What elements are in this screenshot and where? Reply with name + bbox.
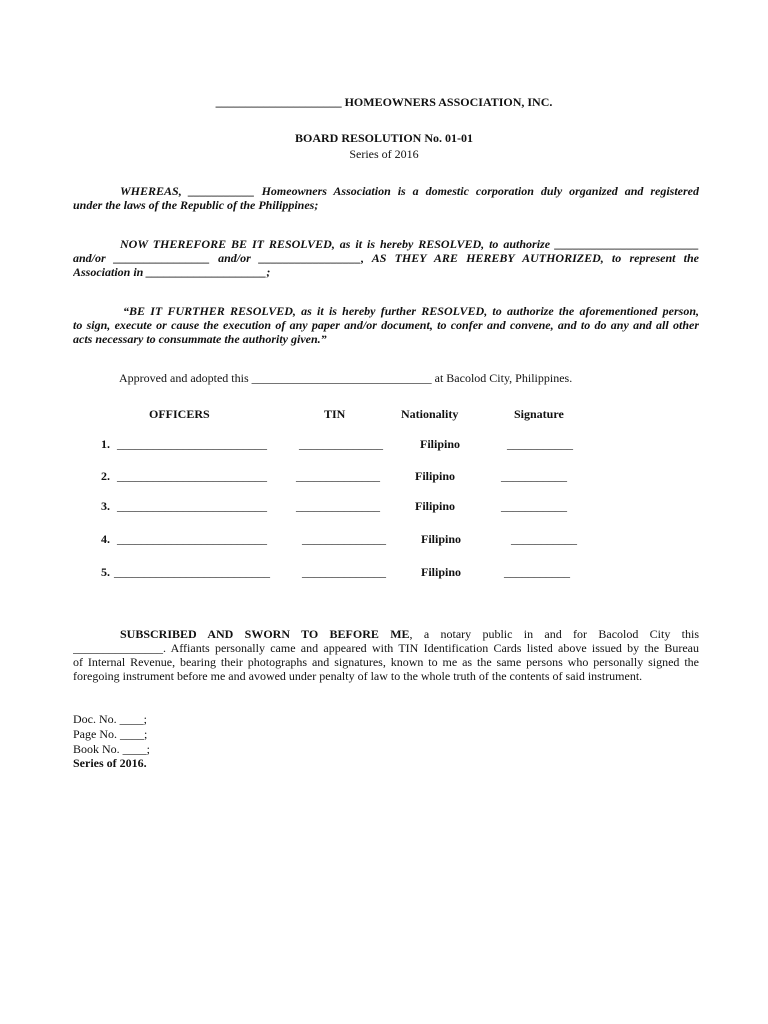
- officer-tin-blank: ______________: [296, 469, 380, 483]
- further-resolved-line: “BE IT FURTHER RESOLVED, as it is hereby further RESOLVED, to authorize the aforementioned person,: [123, 304, 699, 318]
- officers-header: OFFICERS: [149, 407, 210, 421]
- whereas-line: under the laws of the Republic of the Philippines;: [73, 198, 319, 212]
- officer-nationality: Filipino: [420, 437, 461, 451]
- further-resolved-line: acts necessary to consummate the authority given.”: [73, 332, 327, 346]
- sworn-line: [73, 627, 699, 641]
- association-name-blank: _____________________: [215, 95, 342, 109]
- sworn-line: _______________. Affiants personally came and appeared with TIN Identification Cards listed above issued by the Bureau: [73, 641, 699, 655]
- officer-name-blank: _________________________: [117, 499, 267, 513]
- tin-header: TIN: [324, 407, 346, 421]
- sworn-lead: SUBSCRIBED AND SWORN TO BEFORE ME: [120, 627, 410, 641]
- officer-tin-blank: ______________: [302, 532, 386, 546]
- officer-tin-blank: ______________: [296, 499, 380, 513]
- officer-nationality: Filipino: [421, 532, 462, 546]
- officer-signature-blank: ___________: [504, 565, 570, 579]
- association-suffix: HOMEOWNERS ASSOCIATION, INC.: [341, 95, 553, 109]
- officer-tin-blank: ______________: [299, 437, 383, 451]
- officer-nationality: Filipino: [415, 469, 456, 483]
- officer-name-blank: _________________________: [117, 437, 267, 451]
- now-therefore-line: Association in ____________________;: [73, 265, 271, 279]
- now-therefore-paragraph: [73, 237, 699, 279]
- officer-name-blank: __________________________: [114, 565, 270, 579]
- officer-row-number: 1.: [101, 437, 110, 451]
- nationality-header: Nationality: [401, 407, 459, 421]
- further-resolved-paragraph: [73, 304, 699, 346]
- officer-name-blank: _________________________: [117, 469, 267, 483]
- officer-row-number: 2.: [101, 469, 110, 483]
- officer-signature-blank: ___________: [507, 437, 573, 451]
- resolution-title: BOARD RESOLUTION No. 01-01: [294, 131, 474, 145]
- approved-line: Approved and adopted this ______________________________ at Bacolod City, Philippines.: [119, 371, 573, 385]
- book-no-line: Book No. ____;: [73, 742, 151, 756]
- whereas-line: WHEREAS, ___________ Homeowners Association is a domestic corporation duly organized and registered: [120, 184, 699, 198]
- officer-signature-blank: ___________: [501, 469, 567, 483]
- association-heading: [0, 95, 768, 109]
- now-therefore-line: NOW THEREFORE BE IT RESOLVED, as it is hereby RESOLVED, to authorize ________________________: [120, 237, 699, 251]
- officer-row-number: 5.: [101, 565, 110, 579]
- officer-name-blank: _________________________: [117, 532, 267, 546]
- sworn-line-rest: , a notary public in and for Bacolod City this: [409, 627, 699, 641]
- series-line: Series of 2016: [349, 147, 419, 161]
- officer-signature-blank: ___________: [511, 532, 577, 546]
- officer-signature-blank: ___________: [501, 499, 567, 513]
- sworn-line: of Internal Revenue, bearing their photographs and signatures, known to me as the same persons who personally signed the: [73, 655, 699, 669]
- page-no-line: Page No. ____;: [73, 727, 148, 741]
- officer-tin-blank: ______________: [302, 565, 386, 579]
- officer-row-number: 3.: [101, 499, 110, 513]
- officer-nationality: Filipino: [421, 565, 462, 579]
- doc-no-line: Doc. No. ____;: [73, 712, 147, 726]
- further-resolved-line: to sign, execute or cause the execution of any paper and/or document, to confer and convene, and to do any and all other: [73, 318, 699, 332]
- now-therefore-line: and/or ________________ and/or _________________, AS THEY ARE HEREBY AUTHORIZED, to represent the: [73, 251, 699, 265]
- officer-row-number: 4.: [101, 532, 110, 546]
- officer-nationality: Filipino: [415, 499, 456, 513]
- series-footer-line: Series of 2016.: [73, 756, 147, 770]
- whereas-paragraph: [73, 184, 699, 212]
- sworn-paragraph: [73, 627, 699, 683]
- sworn-line: foregoing instrument before me and avowed under penalty of law to the whole truth of the contents of said instrument.: [73, 669, 643, 683]
- signature-header: Signature: [514, 407, 564, 421]
